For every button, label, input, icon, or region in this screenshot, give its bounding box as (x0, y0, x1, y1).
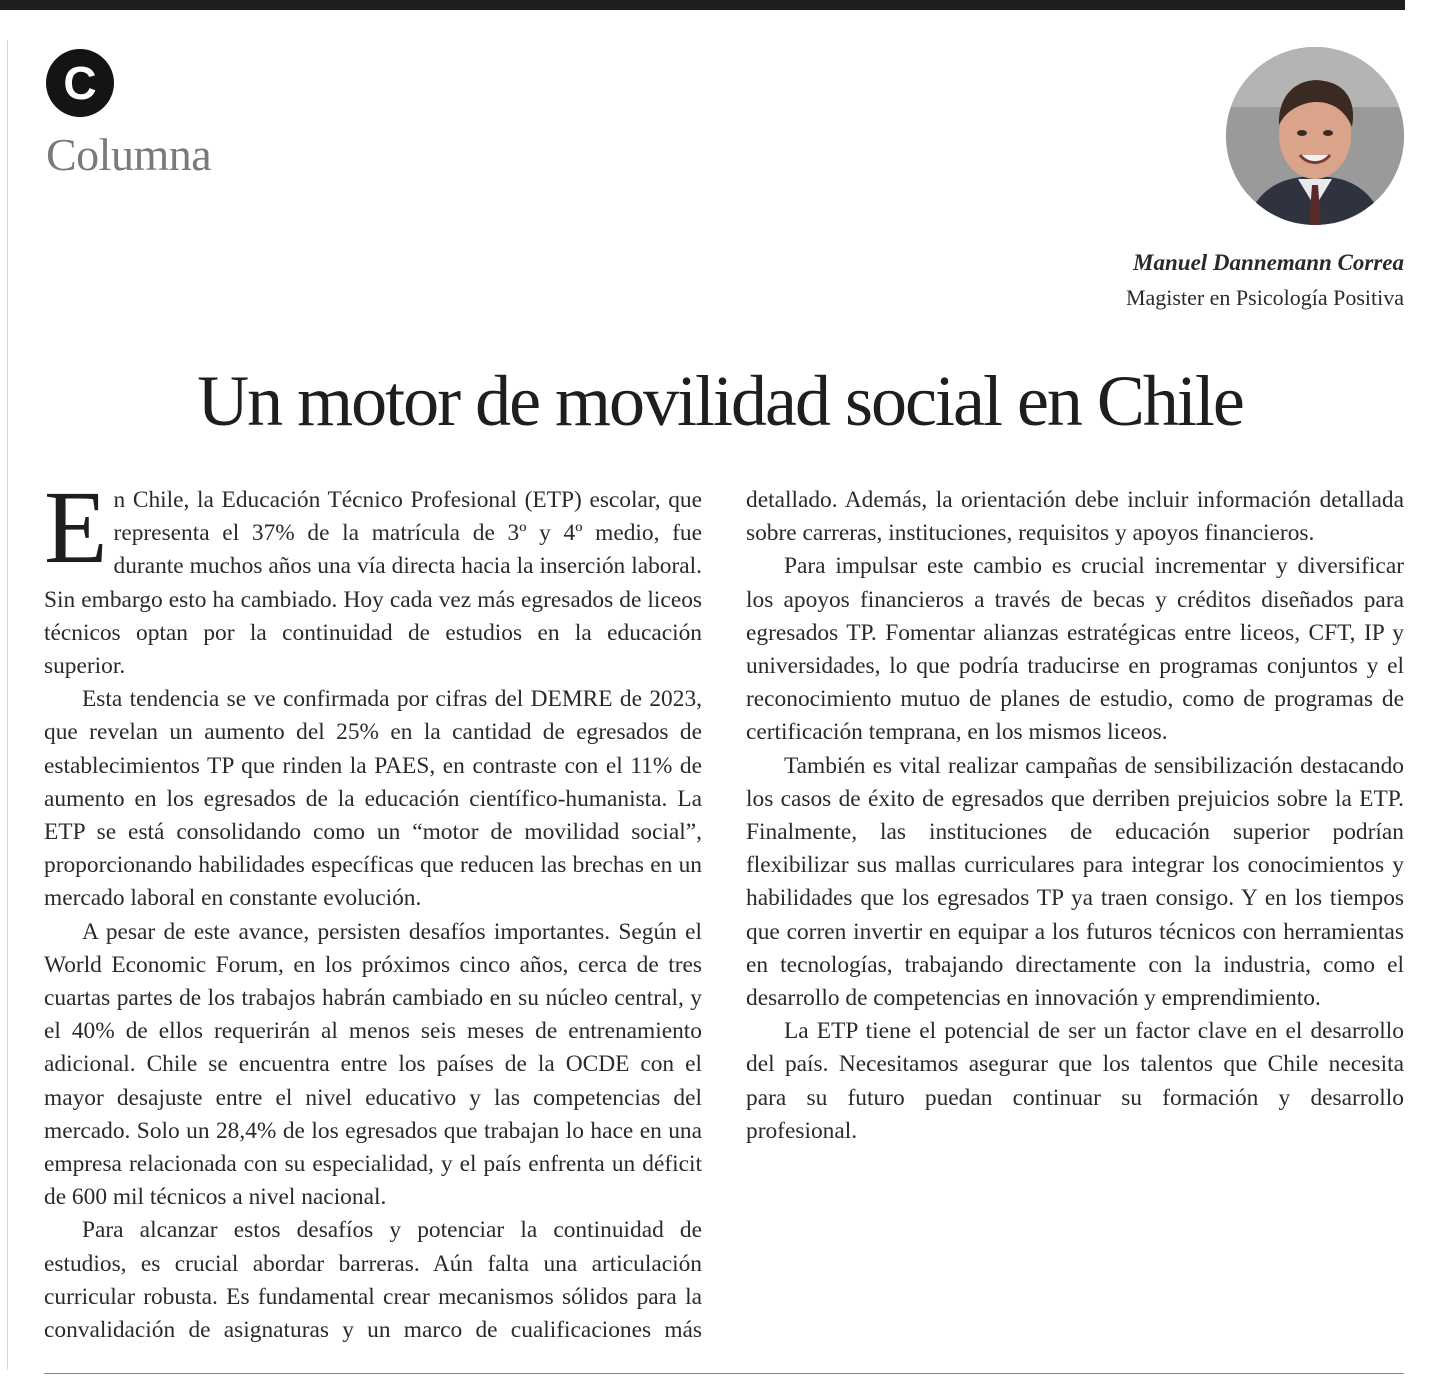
section-badge-letter: C (63, 57, 97, 109)
article-paragraph: Para alcanzar estos desafíos y potenciar la continuidad de estudios, es crucial abordar barreras. Aún falta una articulación curricular robusta. Es fundamental crear mecanismos sólidos para la convalidación de asignaturas y un marco de cualificaciones más detallado. Además, la orientación debe incluir información detallada sobre carreras, instituciones, requisitos y apoyos financieros. (44, 487, 1404, 1344)
author-name: Manuel Dannemann Correa (1133, 250, 1404, 275)
author-photo (1226, 47, 1404, 225)
top-bar (0, 0, 1405, 10)
article-paragraph: A pesar de este avance, persisten desafíos importantes. Según el World Economic Forum, en los próximos cinco años, cerca de tres cuartas partes de los trabajos habrán cambiado en su núcleo central, y el 40% de ellos requerirán al menos seis meses de entrenamiento adicional. Chile se encuentra entre los países de la OCDE con el mayor desajuste entre el nivel educativo y las competencias del mercado. Solo un 28,4% de los egresados que trabajan lo hace en una empresa relacionada con su especialidad, y el país enfrenta un déficit de 600 mil técnicos a nivel nacional. (44, 918, 702, 1211)
article-paragraph: También es vital realizar campañas de sensibilización destacando los casos de éxito de egresados que derriben prejuicios sobre la ETP. Finalmente, las instituciones de educación superior podrían flexibilizar sus mallas curriculares para integrar los conocimientos y habilidades que los egresados TP ya traen consigo. Y en los tiempos que corren invertir en equipar a los futuros técnicos con herramientas en tecnologías, trabajando directamente con la industria, como el desarrollo de competencias en innovación y emprendimiento. (746, 752, 1404, 1012)
bottom-rule (44, 1373, 1404, 1374)
section-name: Columna (46, 129, 212, 180)
drop-cap: E (44, 470, 108, 585)
section-badge (46, 49, 114, 117)
page-divider (7, 40, 8, 1370)
article-paragraph: La ETP tiene el potencial de ser un factor clave en el desarrollo del país. Necesitamos asegurar que los talentos que Chile necesita para su futuro puedan continuar su formación y desarrollo profesional. (746, 1018, 1404, 1144)
author-role: Magister en Psicología Positiva (1125, 285, 1404, 310)
article-headline: Un motor de movilidad social en Chile (197, 361, 1243, 441)
article-paragraph: Para impulsar este cambio es crucial incrementar y diversificar los apoyos financieros a través de becas y créditos diseñados para egresados TP. Fomentar alianzas estratégicas entre liceos, CFT, IP y universidades, lo que podría traducirse en programas conjuntos y el reconocimiento mutuo de planes de estudio, como de programas de certificación temprana, en los mismos liceos. (746, 553, 1404, 746)
article-paragraph-text: n Chile, la Educación Técnico Profesional (ETP) escolar, que representa el 37% de la matrícula de 3º y 4º medio, fue durante muchos años una vía directa hacia la inserción laboral. Sin embargo esto ha cambiado. Hoy cada vez más egresados de liceos técnicos optan por la continuidad de estudios en la educación superior. (44, 487, 702, 680)
article-body (44, 470, 1404, 1349)
article-paragraph: Esta tendencia se ve confirmada por cifras del DEMRE de 2023, que revelan un aumento del 25% en la cantidad de egresados de establecimientos TP que rinden la PAES, en contraste con el 11% de aumento en los egresados de la educación científico-humanista. La ETP se está consolidando como un “motor de movilidad social”, proporcionando habilidades específicas que reducen las brechas en un mercado laboral en constante evolución. (44, 686, 702, 912)
author-portrait-icon (1226, 47, 1404, 225)
article-paragraph (44, 470, 702, 683)
